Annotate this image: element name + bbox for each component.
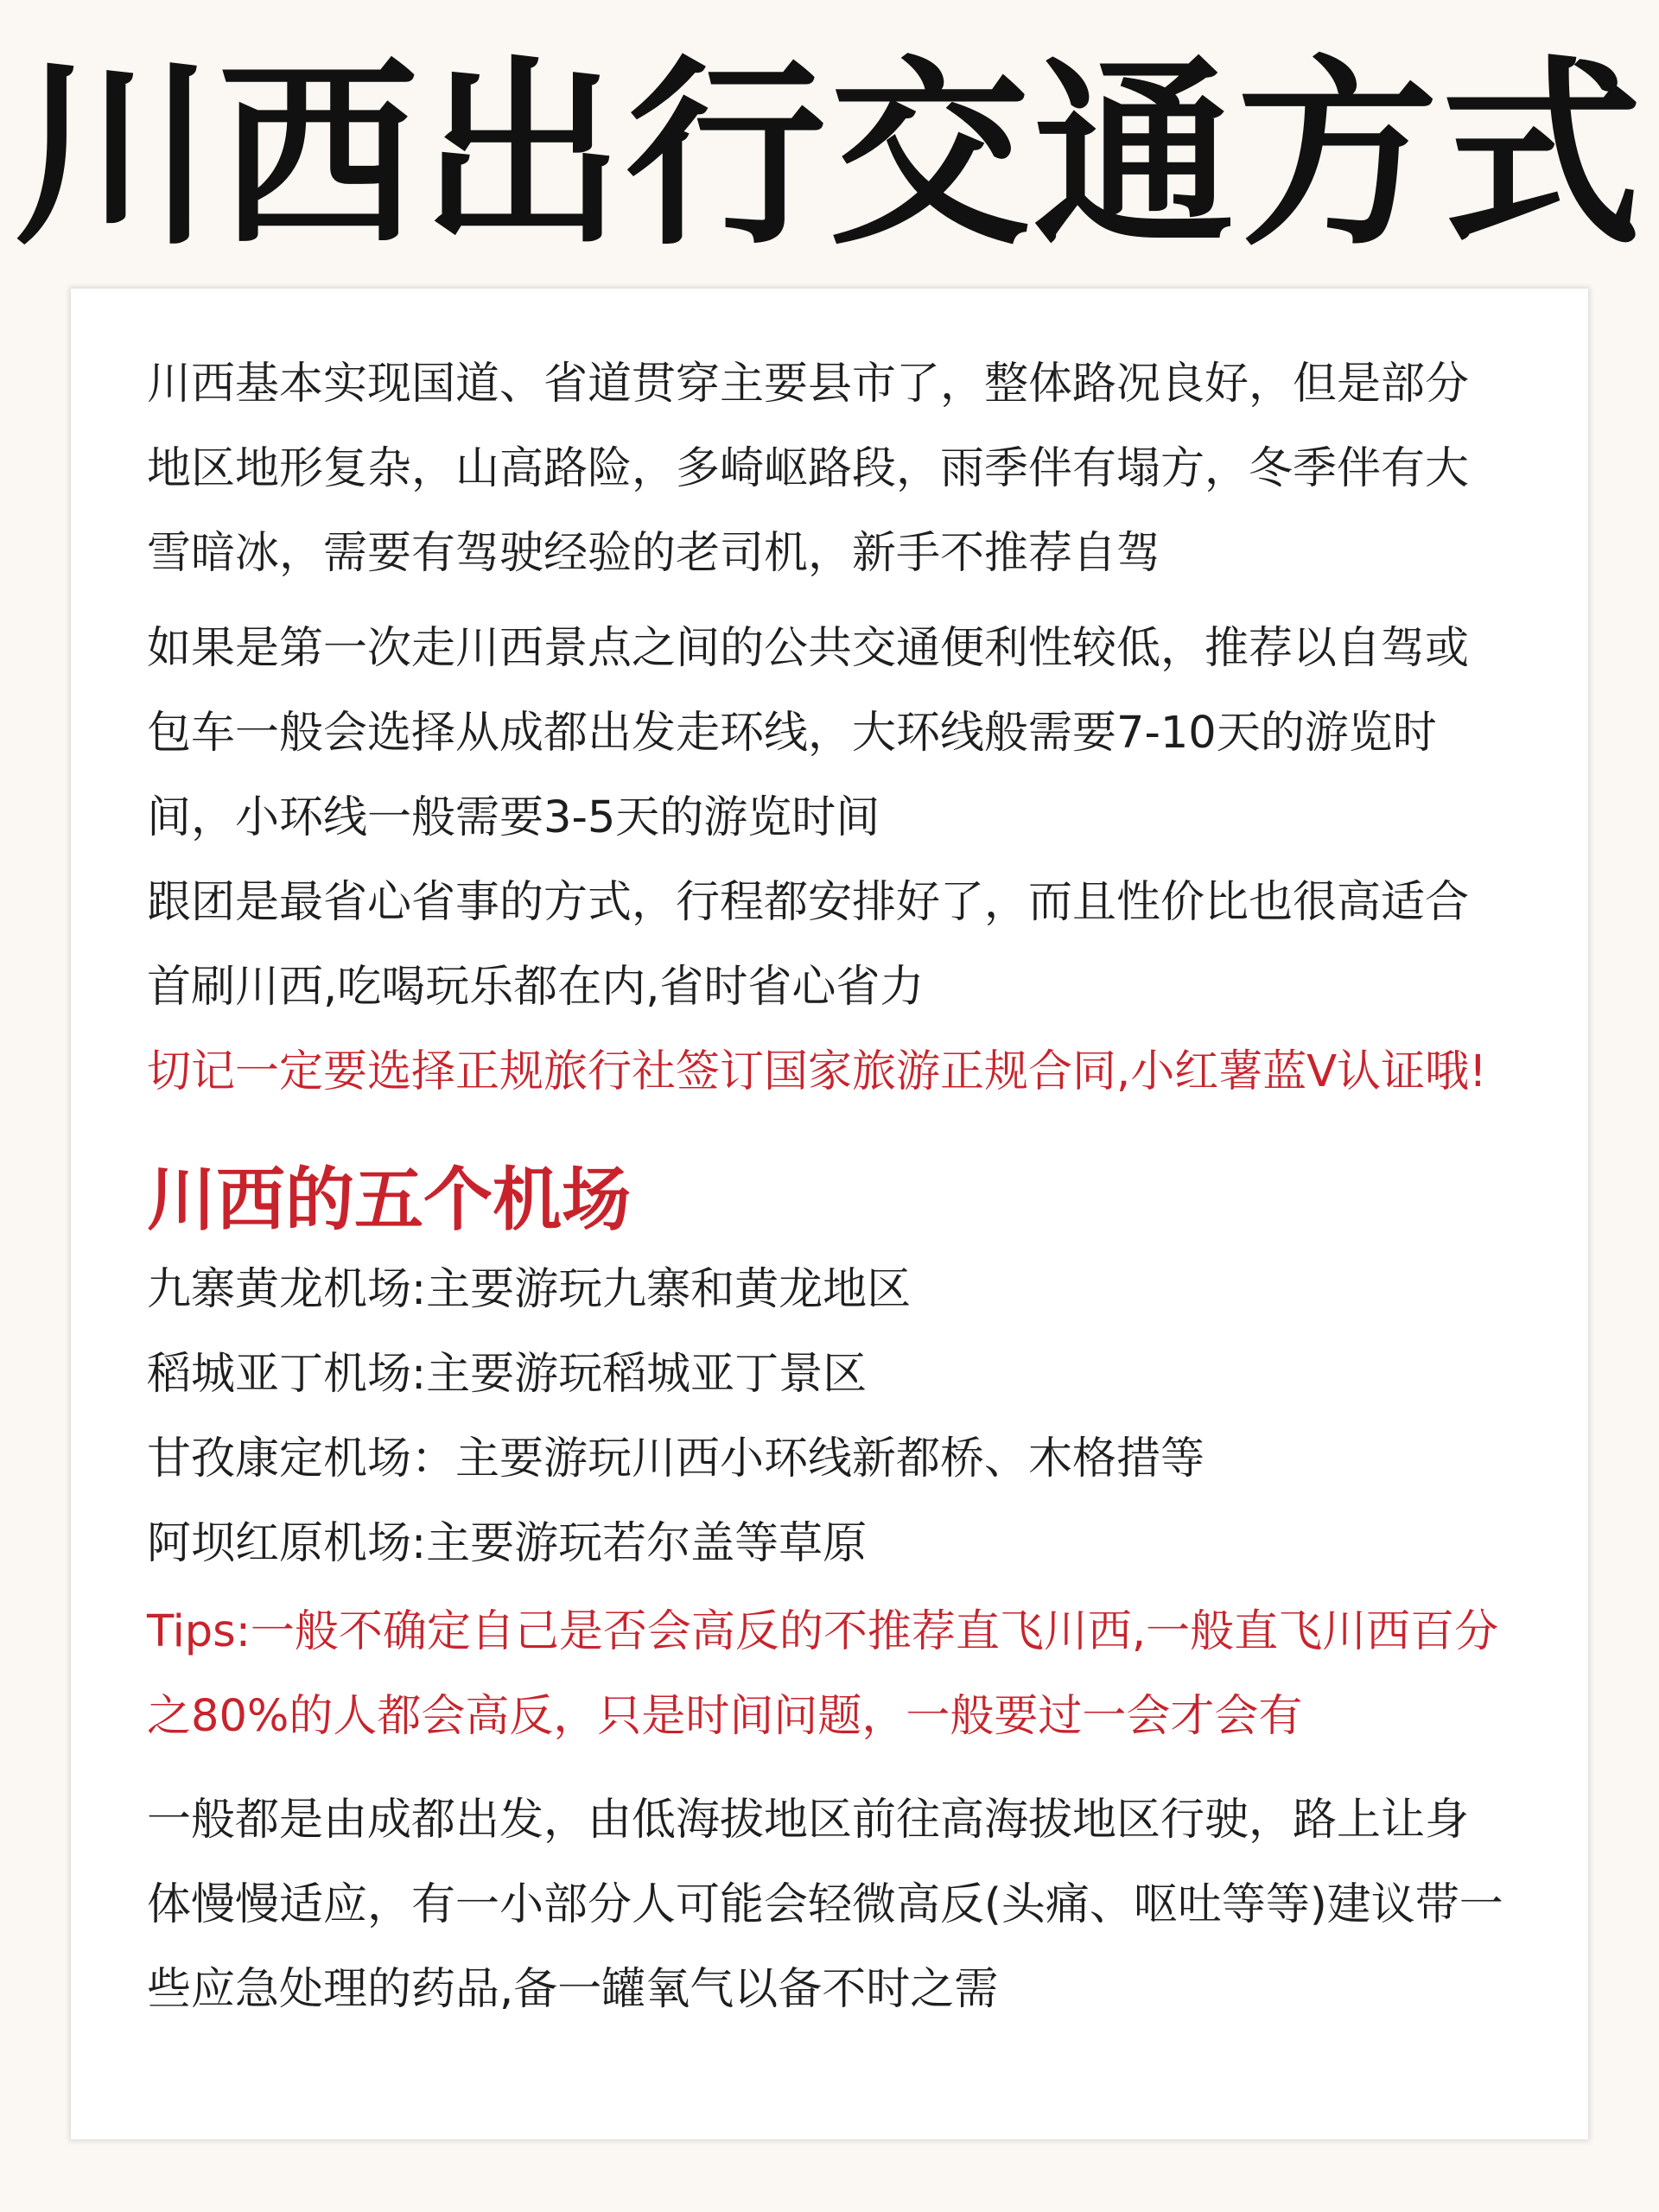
intro-paragraph-roads: 川西基本实现国道、省道贯穿主要县市了，整体路况良好，但是部分地区地形复杂，山高路险，多崎岖路段，雨季伴有塌方，冬季伴有大雪暗冰，需要有驾驶经验的老司机，新手不推荐自驾 bbox=[147, 359, 1470, 579]
warning-text: 切记一定要选择正规旅行社签订国家旅游正规合同,小红薯蓝V认证哦! bbox=[147, 1046, 1487, 1097]
airport-item-kangding: 甘孜康定机场：主要游玩川西小环线新都桥、木格措等 bbox=[147, 1433, 1205, 1484]
closing-paragraph: 一般都是由成都出发，由低海拔地区前往高海拔地区行驶，路上让身体慢慢适应，有一小部分人可能会轻微高反(头痛、呕吐等等)建议带一些应急处理的药品,备一罐氧气以备不时之需 bbox=[147, 1795, 1503, 2015]
airport-item-daocheng: 稻城亚丁机场:主要游玩稻城亚丁景区 bbox=[147, 1349, 868, 1400]
content-body bbox=[147, 342, 1512, 2032]
airport-item-jiuzhai: 九寨黄龙机场:主要游玩九寨和黄龙地区 bbox=[147, 1264, 912, 1315]
tips-text: Tips:一般不确定自己是否会高反的不推荐直飞川西,一般直飞川西百分之80%的人都会高反，只是时间问题，一般要过一会才会有 bbox=[147, 1606, 1499, 1742]
intro-paragraph-transport: 如果是第一次走川西景点之间的公共交通便利性较低，推荐以自驾或包车一般会选择从成都出发走环线，大环线般需要7-10天的游览时间，小环线一般需要3-5天的游览时间 bbox=[147, 623, 1470, 843]
page-title: 川西出行交通方式 bbox=[13, 39, 1645, 272]
airports-heading: 川西的五个机场 bbox=[147, 1160, 631, 1240]
intro-paragraph-tour-group: 跟团是最省心省事的方式，行程都安排好了，而且性价比也很高适合首刷川西,吃喝玩乐都在内,省时省心省力 bbox=[147, 877, 1470, 1013]
content-card bbox=[71, 289, 1588, 2139]
airport-item-hongyuan: 阿坝红原机场:主要游玩若尔盖等草原 bbox=[147, 1518, 868, 1569]
